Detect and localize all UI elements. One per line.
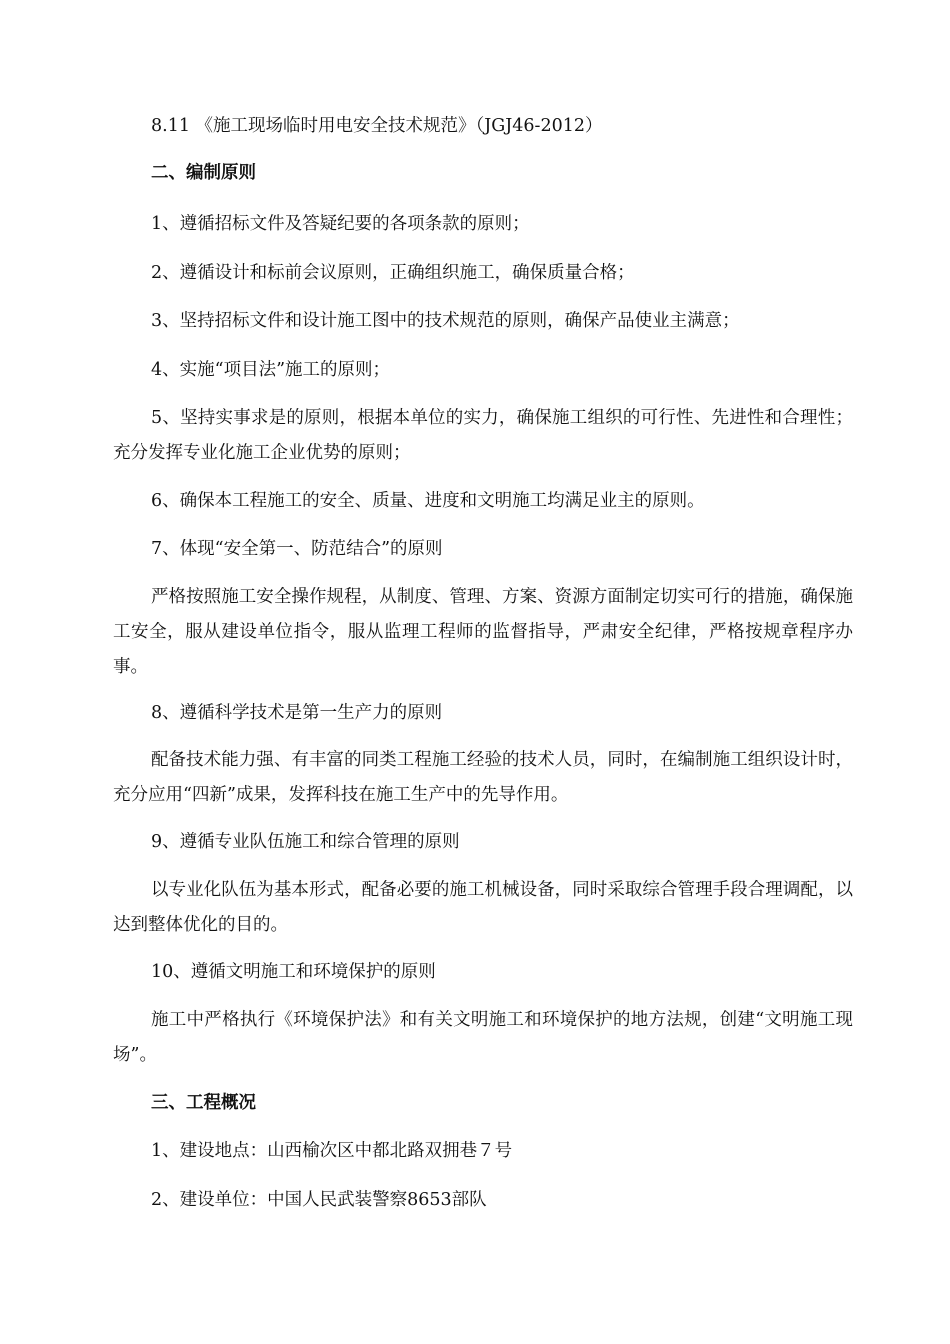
principle-paragraph: 严格按照施工安全操作规程，从制度、管理、方案、资源方面制定切实可行的措施，确保施工安全，服从建设单位指令，服从监理工程师的监督指导，严肃安全纪律，严格按规章程序办事。 bbox=[113, 587, 853, 677]
standard-reference: 8.11 《施工现场临时用电安全技术规范》（JGJ46-2012） bbox=[151, 116, 603, 136]
section-heading-overview: 三、工程概况 bbox=[151, 1093, 256, 1113]
principle-item: 4、实施“项目法”施工的原则； bbox=[151, 360, 391, 380]
principle-item: 8、遵循科学技术是第一生产力的原则 bbox=[151, 703, 443, 723]
principle-item: 10、遵循文明施工和环境保护的原则 bbox=[151, 962, 436, 982]
principle-paragraph: 配备技术能力强、有丰富的同类工程施工经验的技术人员，同时，在编制施工组织设计时，充分应用“四新”成果，发挥科技在施工生产中的先导作用。 bbox=[113, 750, 853, 805]
principle-item: 1、遵循招标文件及答疑纪要的各项条款的原则； bbox=[151, 214, 530, 234]
principle-item: 6、确保本工程施工的安全、质量、进度和文明施工均满足业主的原则。 bbox=[151, 491, 705, 511]
principle-item: 5、坚持实事求是的原则，根据本单位的实力，确保施工组织的可行性、先进性和合理性；充分发挥专业化施工企业优势的原则； bbox=[113, 408, 853, 463]
overview-item: 1、建设地点：山西榆次区中都北路双拥巷７号 bbox=[151, 1141, 513, 1161]
principle-paragraph: 以专业化队伍为基本形式，配备必要的施工机械设备，同时采取综合管理手段合理调配，以达到整体优化的目的。 bbox=[113, 880, 853, 935]
principle-paragraph: 施工中严格执行《环境保护法》和有关文明施工和环境保护的地方法规，创建“文明施工现场”。 bbox=[113, 1010, 853, 1065]
section-heading-principles: 二、编制原则 bbox=[151, 163, 256, 183]
principle-item: 2、遵循设计和标前会议原则，正确组织施工，确保质量合格； bbox=[151, 263, 635, 283]
overview-item: 2、建设单位：中国人民武装警察8653部队 bbox=[151, 1190, 487, 1210]
principle-item: 3、坚持招标文件和设计施工图中的技术规范的原则，确保产品使业主满意； bbox=[151, 311, 740, 331]
principle-item: 9、遵循专业队伍施工和综合管理的原则 bbox=[151, 832, 460, 852]
principle-item: 7、体现“安全第一、防范结合”的原则 bbox=[151, 539, 443, 559]
